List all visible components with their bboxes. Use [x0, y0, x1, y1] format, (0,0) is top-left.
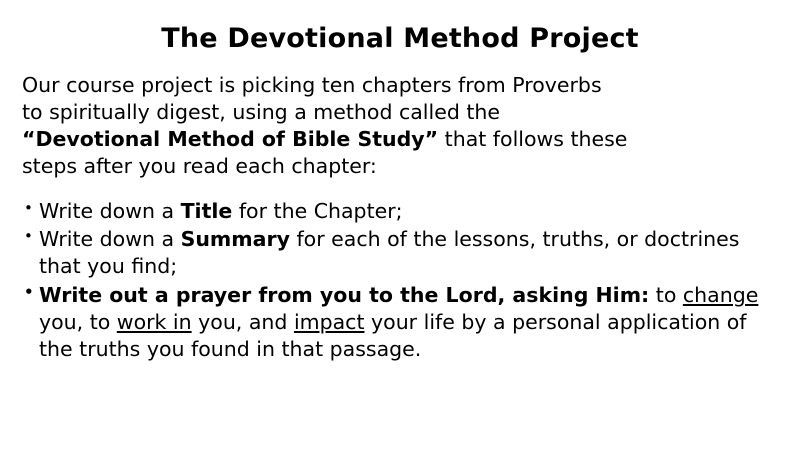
bullet-3-tail-2: you, to	[39, 309, 117, 334]
bullet-2-bold: Summary	[180, 227, 290, 252]
bullet-3-underline-impact: impact	[293, 309, 365, 334]
bullet-1-pre: Write down a	[39, 198, 181, 223]
intro-quoted-method: “Devotional Method of Bible Study”	[22, 126, 439, 151]
bullet-3-underline-change: change	[682, 282, 759, 307]
bullet-2-post: for each of the lessons, truths, or doctrines that you find;	[39, 227, 740, 279]
page-title: The Devotional Method Project	[161, 23, 639, 54]
intro-line-1: Our course project is picking ten chapters from Proverbs	[22, 72, 602, 97]
intro-line-2: to spiritually digest, using a method called the	[22, 99, 500, 124]
steps-list	[22, 198, 778, 364]
list-item	[22, 198, 778, 225]
intro-paragraph	[22, 72, 778, 180]
bullet-1-bold: Title	[180, 198, 233, 223]
intro-line-4: steps after you read each chapter:	[22, 153, 377, 178]
bullet-2-pre: Write down a	[39, 227, 181, 252]
intro-line-3-tail: that follows these	[438, 126, 628, 151]
bullet-3-bold-lead: Write out a prayer from you to the Lord, asking Him:	[39, 282, 650, 307]
bullet-3-tail-4: your life by a personal application of the truths you found in that passage.	[39, 309, 747, 362]
bullet-3-tail-3: you, and	[191, 309, 294, 334]
bullet-3-tail-1: to	[649, 282, 683, 307]
list-item	[22, 282, 778, 364]
bullet-1-post: for the Chapter;	[232, 198, 403, 223]
bullet-3-underline-work-in: work in	[116, 309, 192, 334]
list-item	[22, 226, 778, 281]
